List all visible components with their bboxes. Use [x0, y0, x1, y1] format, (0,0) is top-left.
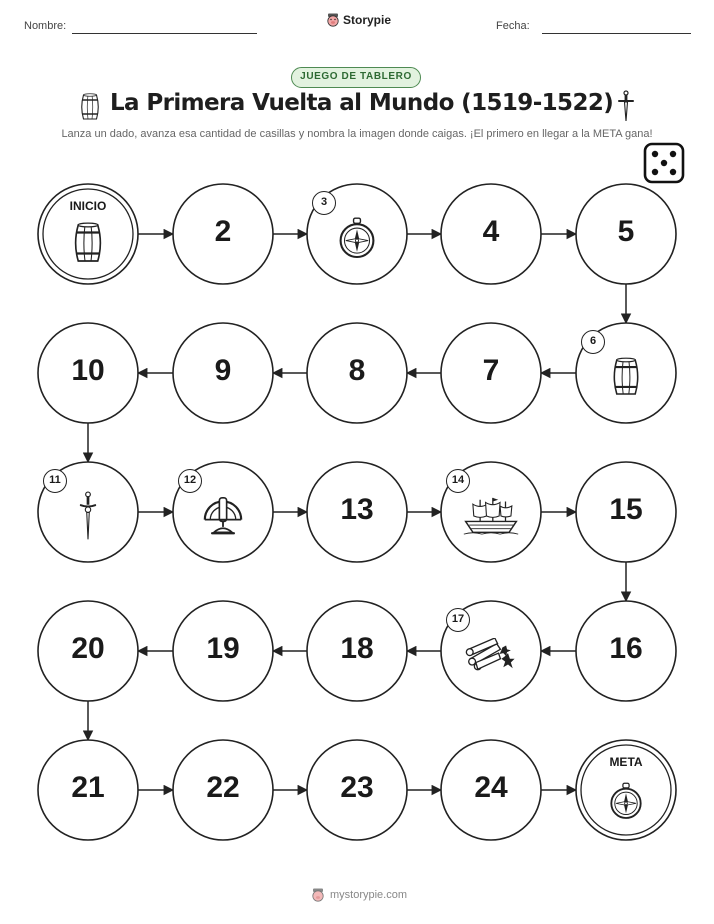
ship-icon: [462, 496, 520, 540]
space-number: 16: [609, 632, 643, 665]
name-label: Nombre:: [24, 20, 67, 32]
space-number: 2: [214, 215, 232, 248]
space-number: 23: [340, 771, 374, 804]
space-number: 19: [206, 632, 240, 665]
page-title: La Primera Vuelta al Mundo (1519-1522): [110, 90, 614, 116]
space-number: 18: [340, 632, 374, 665]
astrolabe-icon: [201, 496, 245, 540]
space-number: 9: [214, 354, 232, 387]
footer: [311, 888, 407, 902]
space-number: 4: [482, 215, 500, 248]
space-number-badge: 3: [312, 191, 336, 215]
space-number: 21: [71, 771, 105, 804]
footer-site[interactable]: mystorypie.com: [330, 889, 408, 901]
compass-icon: [338, 217, 376, 263]
instructions: Lanza un dado, avanza esa cantidad de casillas y nombra la imagen donde caigas. ¡El primero en llegar a la META gana!: [61, 128, 653, 140]
finish-label: META: [609, 755, 643, 769]
space-number: 24: [474, 771, 508, 804]
space-number: 5: [617, 215, 635, 248]
space-number: 22: [206, 771, 240, 804]
spices-icon: [464, 638, 518, 676]
sword-icon: [79, 490, 97, 546]
space-number-badge: 17: [446, 608, 470, 632]
space-number-badge: 14: [446, 469, 470, 493]
space-number-badge: 11: [43, 469, 67, 493]
space-number: 13: [340, 493, 374, 526]
barrel-icon: [70, 221, 106, 269]
category-badge: JUEGO DE TABLERO: [291, 67, 421, 88]
space-number: 7: [482, 354, 500, 387]
space-number-badge: 12: [178, 469, 202, 493]
space-number: 20: [71, 632, 105, 665]
start-label: INICIO: [69, 199, 107, 213]
space-number-badge: 6: [581, 330, 605, 354]
brand-name: Storypie: [343, 13, 392, 27]
space-number: 8: [348, 354, 366, 387]
date-label: Fecha:: [496, 20, 530, 32]
compass-icon: [609, 782, 643, 824]
space-number: 10: [71, 354, 105, 387]
pig-icon: [311, 888, 325, 902]
barrel-icon: [609, 357, 643, 401]
space-number: 15: [609, 493, 643, 526]
